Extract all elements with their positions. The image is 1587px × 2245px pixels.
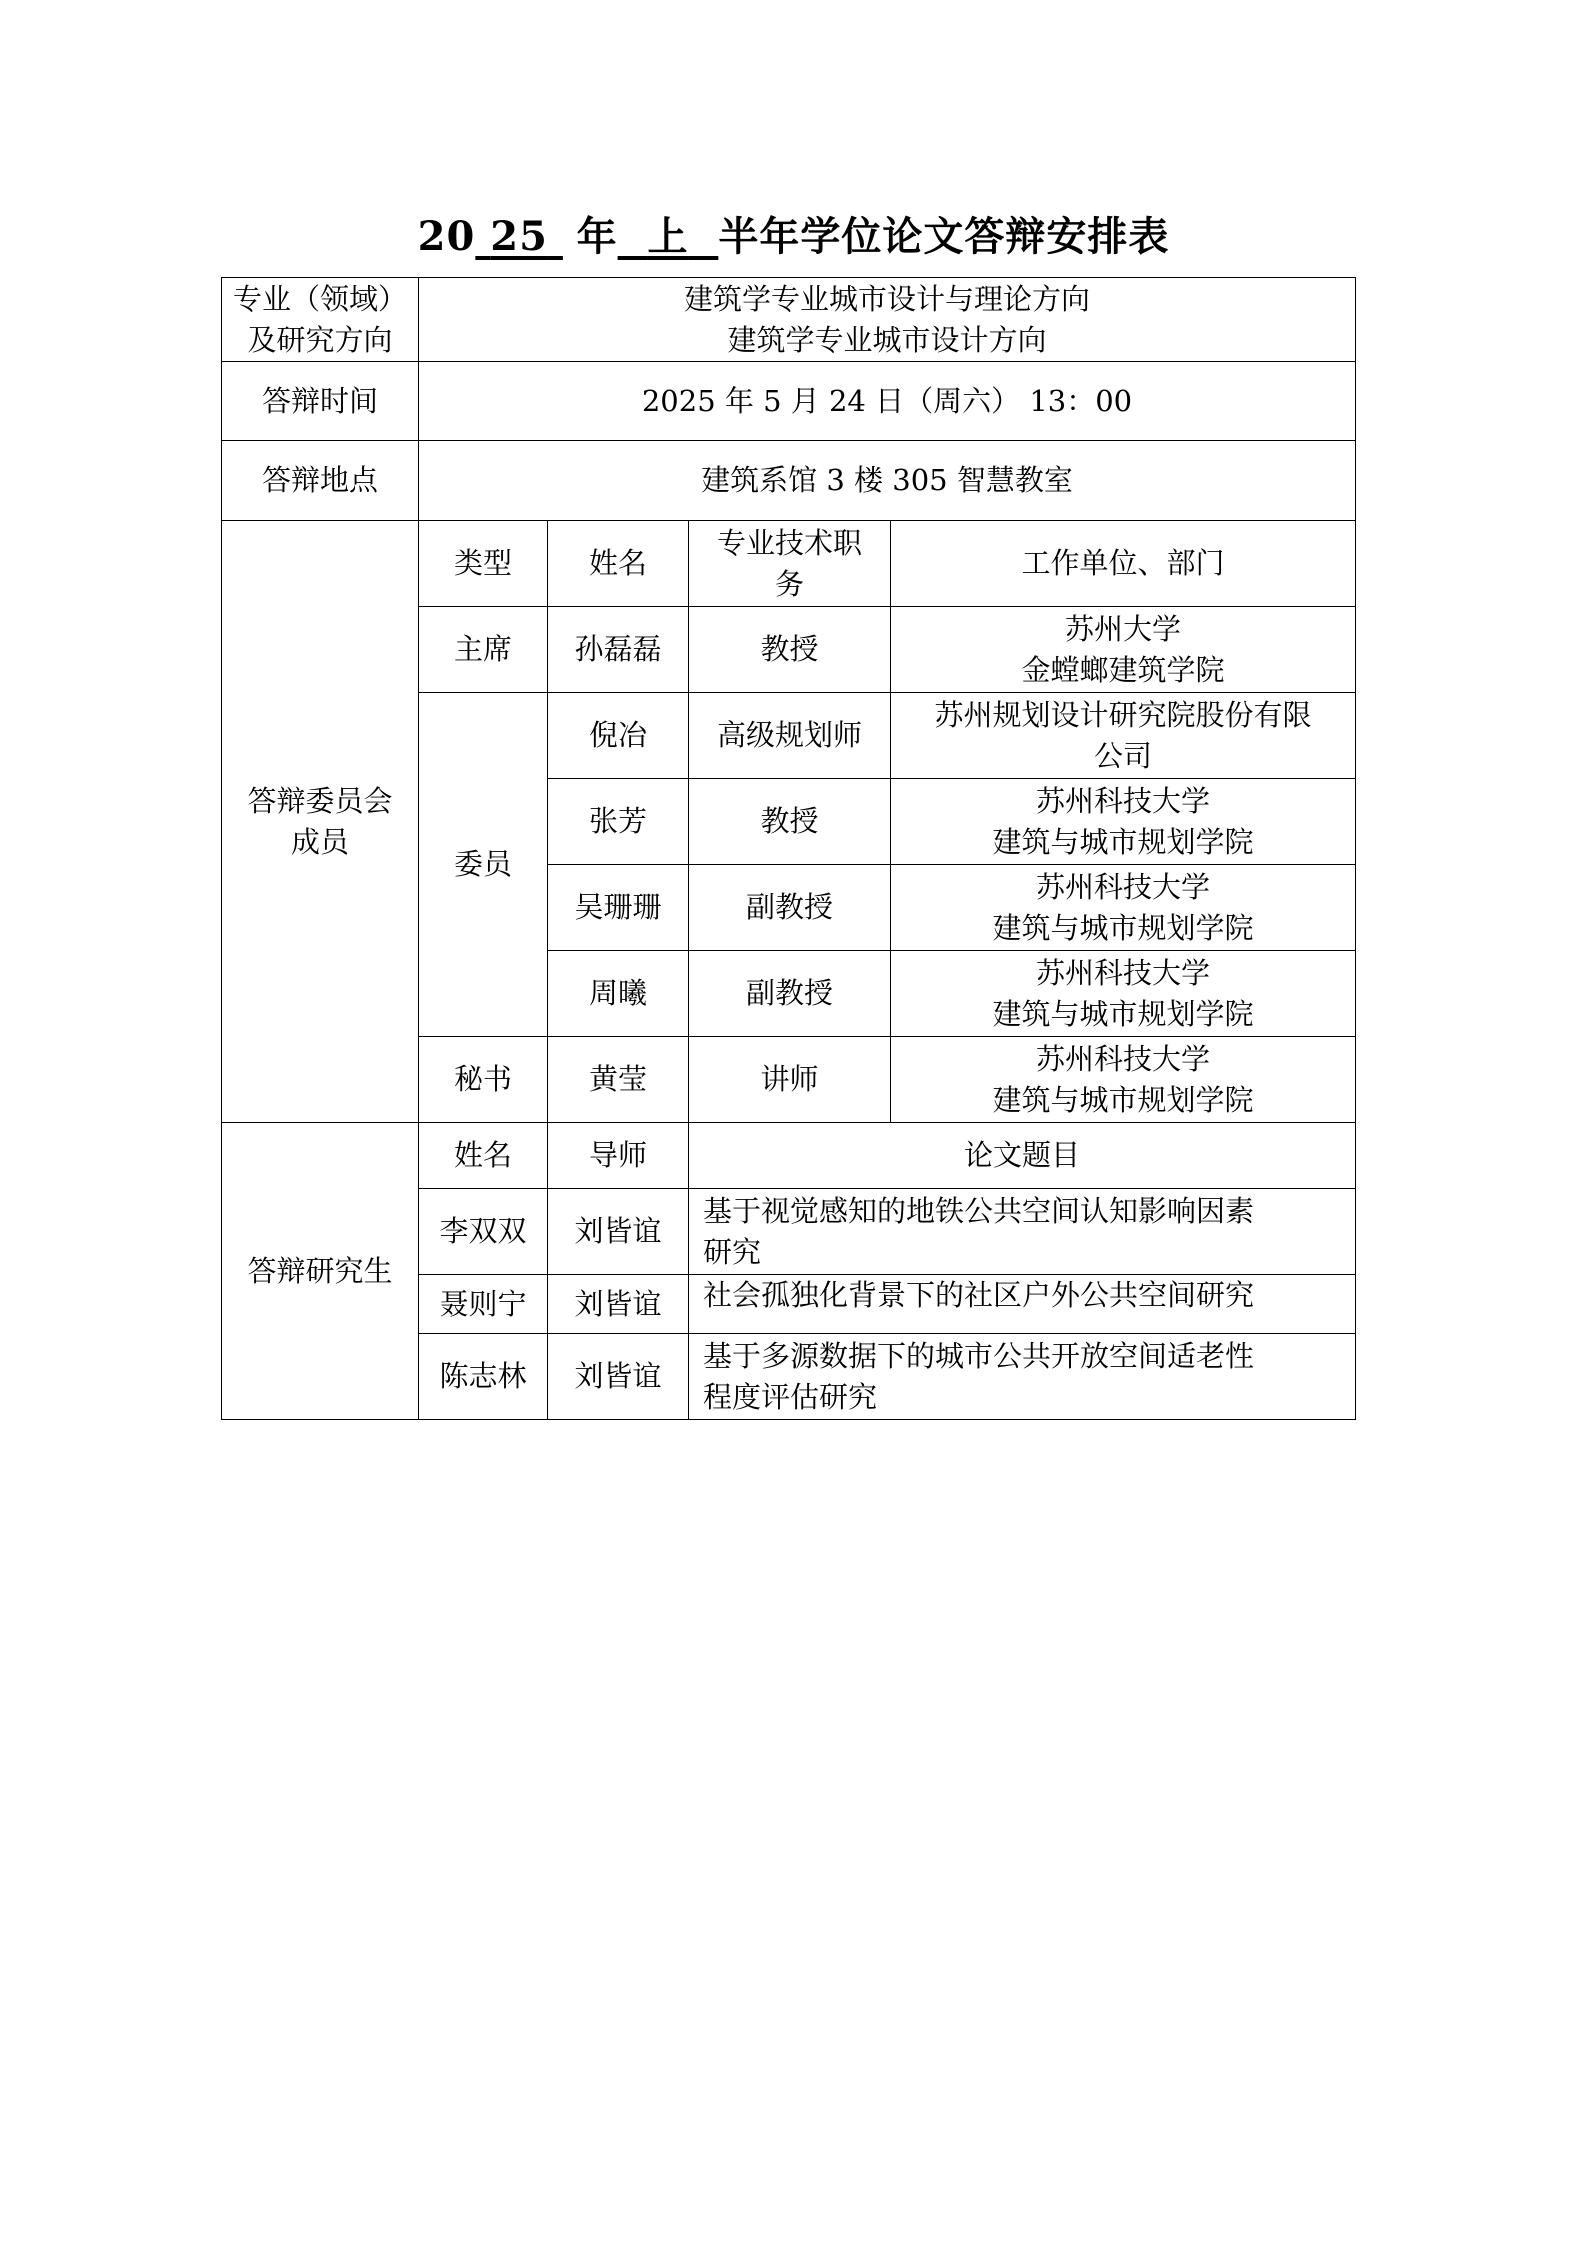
committee-header-row [222, 521, 1356, 607]
chair-name: 孙磊磊 [548, 607, 689, 693]
major-row [222, 278, 1356, 362]
member-name: 张芳 [548, 779, 689, 865]
students-header-advisor: 导师 [548, 1123, 689, 1189]
member-unit: 苏州科技大学 建筑与城市规划学院 [891, 779, 1356, 865]
location-label: 答辩地点 [222, 441, 419, 521]
students-header-name: 姓名 [419, 1123, 548, 1189]
member-name: 倪冶 [548, 693, 689, 779]
student-topic: 社会孤独化背景下的社区户外公共空间研究 [689, 1275, 1356, 1334]
header-unit: 工作单位、部门 [891, 521, 1356, 607]
header-name: 姓名 [548, 521, 689, 607]
student-advisor: 刘皆谊 [548, 1275, 689, 1334]
student-name: 李双双 [419, 1189, 548, 1275]
student-topic: 基于视觉感知的地铁公共空间认知影响因素 研究 [689, 1189, 1356, 1275]
location-row [222, 441, 1356, 521]
time-row [222, 362, 1356, 441]
header-type: 类型 [419, 521, 548, 607]
students-header-topic: 论文题目 [689, 1123, 1356, 1189]
secretary-name: 黄莹 [548, 1037, 689, 1123]
student-advisor: 刘皆谊 [548, 1334, 689, 1420]
member-title: 副教授 [689, 865, 891, 951]
chair-title: 教授 [689, 607, 891, 693]
secretary-title: 讲师 [689, 1037, 891, 1123]
members-type: 委员 [419, 693, 548, 1037]
time-label: 答辩时间 [222, 362, 419, 441]
students-label: 答辩研究生 [222, 1123, 419, 1420]
title-rest: 半年学位论文答辩安排表 [718, 213, 1170, 260]
member-title: 副教授 [689, 951, 891, 1037]
title-half: 上 [647, 213, 689, 260]
students-header-row [222, 1123, 1356, 1189]
major-label: 专业（领域） 及研究方向 [222, 278, 419, 362]
committee-label: 答辩委员会 成员 [222, 521, 419, 1123]
time-value: 2025 年 5 月 24 日（周六） 13：00 [419, 362, 1356, 441]
header-title: 专业技术职 务 [689, 521, 891, 607]
secretary-unit: 苏州科技大学 建筑与城市规划学院 [891, 1037, 1356, 1123]
chair-unit: 苏州大学 金螳螂建筑学院 [891, 607, 1356, 693]
student-topic: 基于多源数据下的城市公共开放空间适老性 程度评估研究 [689, 1334, 1356, 1420]
defense-schedule-table [221, 277, 1356, 1420]
location-value: 建筑系馆 3 楼 305 智慧教室 [419, 441, 1356, 521]
title-year-unit: 年 [576, 213, 618, 260]
title-year: 25 [490, 213, 548, 260]
page-title: 20 25 年 上 半年学位论文答辩安排表 [417, 213, 1170, 260]
member-name: 周曦 [548, 951, 689, 1037]
member-unit: 苏州科技大学 建筑与城市规划学院 [891, 951, 1356, 1037]
member-title: 教授 [689, 779, 891, 865]
major-value: 建筑学专业城市设计与理论方向 建筑学专业城市设计方向 [419, 278, 1356, 362]
member-title: 高级规划师 [689, 693, 891, 779]
member-unit: 苏州科技大学 建筑与城市规划学院 [891, 865, 1356, 951]
student-name: 陈志林 [419, 1334, 548, 1420]
member-unit: 苏州规划设计研究院股份有限 公司 [891, 693, 1356, 779]
secretary-type: 秘书 [419, 1037, 548, 1123]
student-name: 聂则宁 [419, 1275, 548, 1334]
member-name: 吴珊珊 [548, 865, 689, 951]
student-advisor: 刘皆谊 [548, 1189, 689, 1275]
chair-type: 主席 [419, 607, 548, 693]
